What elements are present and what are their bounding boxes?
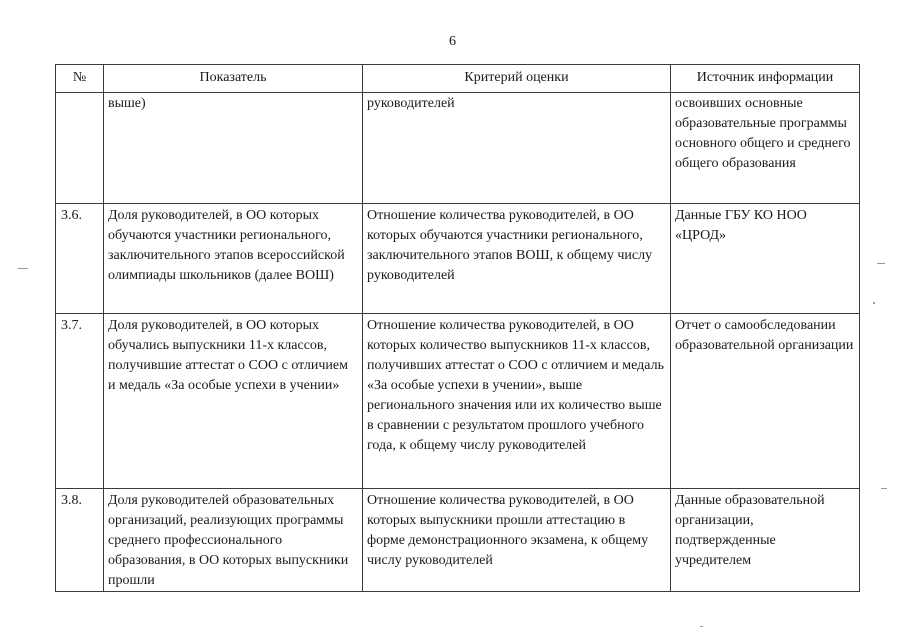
table-row — [56, 314, 860, 489]
scan-speck — [700, 626, 703, 627]
scan-speck — [18, 268, 28, 269]
criterion-cell: Отношение количества руководителей, в ОО которых обучаются участники регионального, заключительного этапов ВОШ, к общему числу руководителей — [363, 204, 671, 314]
table-row — [56, 489, 860, 592]
page-number: 6 — [449, 34, 456, 49]
indicator-cell: выше) — [104, 93, 363, 204]
indicator-cell: Доля руководителей, в ОО которых обучаются участники регионального, заключительного этапов всероссийской олимпиады школьников (далее ВОШ) — [104, 204, 363, 314]
source-cell: Данные ГБУ КО НОО «ЦРОД» — [671, 204, 860, 314]
indicator-cell: Доля руководителей образовательных организаций, реализующих программы среднего профессионального образования, в ОО которых выпускники прошли — [104, 489, 363, 592]
row-number — [56, 93, 104, 204]
header-source: Источник информации — [671, 65, 860, 93]
table-header-row — [56, 65, 860, 93]
table-row — [56, 204, 860, 314]
criterion-cell: Отношение количества руководителей, в ОО которых выпускники прошли аттестацию в форме демонстрационного экзамена, к общему числу руководителей — [363, 489, 671, 592]
scan-speck — [873, 302, 875, 304]
scan-speck — [877, 263, 885, 264]
header-criterion: Критерий оценки — [363, 65, 671, 93]
header-number: № — [56, 65, 104, 93]
scan-speck — [881, 488, 887, 489]
source-cell: Отчет о самообследовании образовательной организации — [671, 314, 860, 489]
row-number: 3.7. — [56, 314, 104, 489]
header-indicator: Показатель — [104, 65, 363, 93]
criteria-table — [55, 64, 860, 592]
row-number: 3.8. — [56, 489, 104, 592]
row-number: 3.6. — [56, 204, 104, 314]
indicator-cell: Доля руководителей, в ОО которых обучались выпускники 11-х классов, получившие аттестат о СОО с отличием и медаль «За особые успехи в учении» — [104, 314, 363, 489]
criterion-cell: Отношение количества руководителей, в ОО которых количество выпускников 11-х классов, получивших аттестат о СОО с отличием и медаль «За особые успехи в учении», выше регионального значения или их количество выше в сравнении с результатом прошлого учебного года, к общему числу руководителей — [363, 314, 671, 489]
table-row — [56, 93, 860, 204]
source-cell: Данные образовательной организации, подтвержденные учредителем — [671, 489, 860, 592]
source-cell: освоивших основные образовательные программы основного общего и среднего общего образования — [671, 93, 860, 204]
criterion-cell: руководителей — [363, 93, 671, 204]
